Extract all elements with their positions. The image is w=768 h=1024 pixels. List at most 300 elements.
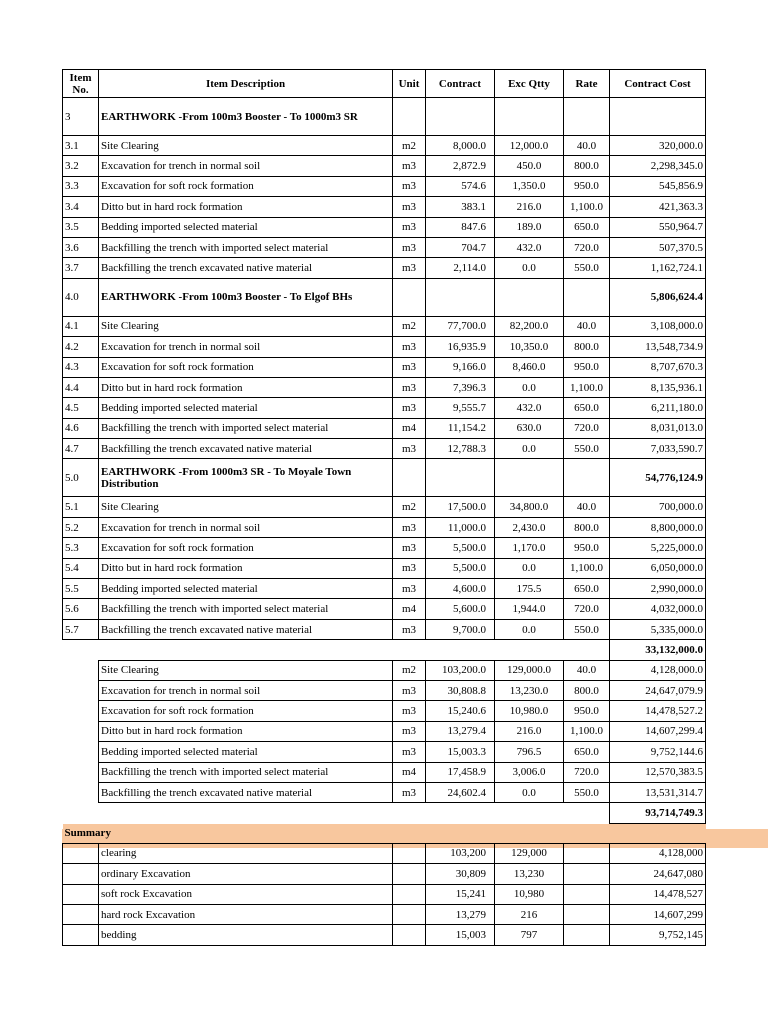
item-number: 5.1 [63,497,99,517]
item-description: Backfilling the trench excavated native material [99,782,393,802]
item-exc-qty: 189.0 [495,217,564,237]
item-row [63,398,706,418]
summary-contract-cost: 14,478,527 [610,884,706,904]
item-rate: 720.0 [564,418,610,438]
header-rate: Rate [564,70,610,98]
empty-cell [495,459,564,497]
item-contract-cost: 6,211,180.0 [610,398,706,418]
item-contract-cost: 8,135,936.1 [610,377,706,397]
section-header-row [63,278,706,316]
item-contract-qty: 5,500.0 [426,538,495,558]
item-description: Backfilling the trench with imported select material [99,762,393,782]
empty-cell [63,721,99,741]
item-rate: 720.0 [564,599,610,619]
empty-cell [564,843,610,863]
item-exc-qty: 34,800.0 [495,497,564,517]
item-unit: m3 [393,176,426,196]
item-number: 3.2 [63,156,99,176]
item-rate: 950.0 [564,538,610,558]
item-description: Site Clearing [99,497,393,517]
empty-cell [63,925,99,945]
empty-cell [63,680,99,700]
item-description: Backfilling the trench excavated native material [99,439,393,459]
item-number: 4.7 [63,439,99,459]
item-unit: m3 [393,337,426,357]
item-rate: 1,100.0 [564,721,610,741]
item-number: 3.6 [63,237,99,257]
item-description: Bedding imported selected material [99,742,393,762]
summary-exc-qty: 10,980 [495,884,564,904]
item-contract-qty: 9,700.0 [426,619,495,639]
item-rate: 720.0 [564,762,610,782]
section-running-total: 5,806,624.4 [610,278,706,316]
header-contract: Contract [426,70,495,98]
item-contract-cost: 8,707,670.3 [610,357,706,377]
item-contract-cost: 507,370.5 [610,237,706,257]
item-description: Bedding imported selected material [99,217,393,237]
item-contract-qty: 16,935.9 [426,337,495,357]
item-contract-cost: 320,000.0 [610,136,706,156]
item-row [63,660,706,680]
item-unit: m2 [393,136,426,156]
item-contract-qty: 9,166.0 [426,357,495,377]
item-unit: m3 [393,701,426,721]
item-exc-qty: 3,006.0 [495,762,564,782]
item-unit: m3 [393,156,426,176]
item-contract-qty: 17,500.0 [426,497,495,517]
item-row [63,237,706,257]
item-rate: 650.0 [564,398,610,418]
item-row [63,156,706,176]
item-contract-qty: 8,000.0 [426,136,495,156]
item-exc-qty: 630.0 [495,418,564,438]
item-description: Backfilling the trench excavated native material [99,619,393,639]
item-number: 4.3 [63,357,99,377]
item-rate: 950.0 [564,176,610,196]
item-contract-qty: 17,458.9 [426,762,495,782]
item-description: Excavation for trench in normal soil [99,337,393,357]
item-unit: m3 [393,377,426,397]
item-row [63,176,706,196]
item-unit: m2 [393,316,426,336]
summary-exc-qty: 216 [495,904,564,924]
item-rate: 550.0 [564,619,610,639]
item-unit: m3 [393,237,426,257]
item-number: 5.5 [63,579,99,599]
empty-cell [564,98,610,136]
item-contract-cost: 4,128,000.0 [610,660,706,680]
header-exc-qtty: Exc Qtty [495,70,564,98]
item-row [63,357,706,377]
item-unit: m3 [393,217,426,237]
item-description: Ditto but in hard rock formation [99,197,393,217]
item-contract-qty: 11,000.0 [426,517,495,537]
item-contract-qty: 4,600.0 [426,579,495,599]
item-number: 3.5 [63,217,99,237]
item-contract-cost: 7,033,590.7 [610,439,706,459]
summary-description: bedding [99,925,393,945]
empty-cell [564,459,610,497]
item-number: 4.6 [63,418,99,438]
item-rate: 1,100.0 [564,197,610,217]
empty-cell [426,278,495,316]
item-number: 3.3 [63,176,99,196]
item-contract-cost: 3,108,000.0 [610,316,706,336]
item-number: 4.2 [63,337,99,357]
item-rate: 720.0 [564,237,610,257]
item-exc-qty: 175.5 [495,579,564,599]
empty-cell [564,884,610,904]
item-description: Backfilling the trench excavated native material [99,258,393,278]
section-header-row [63,459,706,497]
item-row [63,497,706,517]
header-item-description: Item Description [99,70,393,98]
section-number: 3 [63,98,99,136]
item-rate: 1,100.0 [564,558,610,578]
section-running-total [610,98,706,136]
summary-contract-cost: 24,647,080 [610,864,706,884]
item-description: Excavation for soft rock formation [99,357,393,377]
item-row [63,762,706,782]
header-unit: Unit [393,70,426,98]
item-rate: 650.0 [564,742,610,762]
earthwork-table [62,69,706,946]
item-contract-qty: 15,240.6 [426,701,495,721]
item-number: 5.4 [63,558,99,578]
item-exc-qty: 432.0 [495,237,564,257]
empty-cell [63,864,99,884]
item-row [63,742,706,762]
item-description: Bedding imported selected material [99,398,393,418]
item-unit: m4 [393,762,426,782]
item-contract-cost: 700,000.0 [610,497,706,517]
empty-cell [63,742,99,762]
item-description: Backfilling the trench with imported select material [99,599,393,619]
item-rate: 40.0 [564,660,610,680]
section-number: 5.0 [63,459,99,497]
item-description: Ditto but in hard rock formation [99,721,393,741]
item-contract-qty: 77,700.0 [426,316,495,336]
item-contract-cost: 421,363.3 [610,197,706,217]
summary-contract-cost: 4,128,000 [610,843,706,863]
item-exc-qty: 13,230.0 [495,680,564,700]
item-contract-cost: 1,162,724.1 [610,258,706,278]
item-description: Site Clearing [99,660,393,680]
item-description: Backfilling the trench with imported select material [99,237,393,257]
item-contract-qty: 11,154.2 [426,418,495,438]
item-contract-qty: 2,114.0 [426,258,495,278]
item-unit: m4 [393,418,426,438]
item-contract-qty: 5,500.0 [426,558,495,578]
item-exc-qty: 0.0 [495,258,564,278]
item-unit: m3 [393,558,426,578]
item-exc-qty: 129,000.0 [495,660,564,680]
empty-cell [63,640,610,660]
item-unit: m3 [393,517,426,537]
item-exc-qty: 12,000.0 [495,136,564,156]
item-unit: m3 [393,398,426,418]
item-exc-qty: 1,350.0 [495,176,564,196]
item-exc-qty: 82,200.0 [495,316,564,336]
item-unit: m3 [393,538,426,558]
section-header-row [63,98,706,136]
item-contract-qty: 847.6 [426,217,495,237]
item-description: Excavation for soft rock formation [99,701,393,721]
item-description: Excavation for trench in normal soil [99,517,393,537]
empty-cell [63,904,99,924]
empty-cell [63,701,99,721]
item-contract-qty: 2,872.9 [426,156,495,176]
item-rate: 550.0 [564,258,610,278]
empty-cell [393,904,426,924]
item-contract-cost: 12,570,383.5 [610,762,706,782]
header-item-no: Item No. [63,70,99,98]
summary-exc-qty: 797 [495,925,564,945]
summary-row [63,843,706,863]
item-unit: m3 [393,197,426,217]
item-row [63,538,706,558]
item-number: 4.1 [63,316,99,336]
summary-exc-qty: 13,230 [495,864,564,884]
summary-exc-qty: 129,000 [495,843,564,863]
item-exc-qty: 1,170.0 [495,538,564,558]
empty-cell [564,278,610,316]
item-exc-qty: 216.0 [495,721,564,741]
item-number: 5.7 [63,619,99,639]
empty-cell [63,803,610,823]
item-description: Excavation for soft rock formation [99,538,393,558]
item-number: 3.7 [63,258,99,278]
item-description: Excavation for trench in normal soil [99,680,393,700]
item-unit: m3 [393,579,426,599]
empty-cell [564,904,610,924]
summary-contract-qty: 13,279 [426,904,495,924]
item-rate: 550.0 [564,439,610,459]
item-exc-qty: 10,980.0 [495,701,564,721]
empty-cell [393,843,426,863]
item-row [63,619,706,639]
summary-description: soft rock Excavation [99,884,393,904]
section-title: EARTHWORK -From 100m3 Booster - To 1000m3 SR [99,98,393,136]
section-title: EARTHWORK -From 1000m3 SR - To Moyale Town Distribution [99,459,393,497]
item-contract-qty: 5,600.0 [426,599,495,619]
summary-contract-qty: 15,241 [426,884,495,904]
item-number: 5.2 [63,517,99,537]
summary-description: clearing [99,843,393,863]
item-exc-qty: 0.0 [495,619,564,639]
item-unit: m4 [393,599,426,619]
empty-cell [393,864,426,884]
section-title: EARTHWORK -From 100m3 Booster - To Elgof BHs [99,278,393,316]
item-row [63,701,706,721]
empty-cell [495,98,564,136]
item-contract-qty: 7,396.3 [426,377,495,397]
item-row [63,517,706,537]
item-contract-cost: 24,647,079.9 [610,680,706,700]
item-number: 4.4 [63,377,99,397]
item-row [63,316,706,336]
header-row [63,70,706,98]
item-contract-cost: 4,032,000.0 [610,599,706,619]
item-row [63,258,706,278]
item-unit: m2 [393,660,426,680]
summary-label-row [63,823,706,843]
empty-cell [564,864,610,884]
empty-cell [393,278,426,316]
empty-cell [63,660,99,680]
summary-row [63,884,706,904]
item-contract-qty: 383.1 [426,197,495,217]
item-contract-cost: 6,050,000.0 [610,558,706,578]
empty-cell [426,459,495,497]
item-exc-qty: 0.0 [495,782,564,802]
item-exc-qty: 0.0 [495,558,564,578]
item-unit: m3 [393,782,426,802]
item-unit: m3 [393,721,426,741]
summary-contract-cost: 14,607,299 [610,904,706,924]
item-contract-qty: 12,788.3 [426,439,495,459]
summary-label: Summary [63,823,706,843]
item-rate: 40.0 [564,497,610,517]
item-rate: 800.0 [564,680,610,700]
item-rate: 40.0 [564,316,610,336]
empty-cell [564,925,610,945]
empty-cell [426,98,495,136]
item-contract-cost: 545,856.9 [610,176,706,196]
item-number: 3.4 [63,197,99,217]
section-running-total: 54,776,124.9 [610,459,706,497]
item-row [63,680,706,700]
item-contract-cost: 550,964.7 [610,217,706,237]
section-total: 33,132,000.0 [610,640,706,660]
item-contract-qty: 30,808.8 [426,680,495,700]
item-unit: m3 [393,439,426,459]
summary-description: ordinary Excavation [99,864,393,884]
item-contract-qty: 24,602.4 [426,782,495,802]
summary-description: hard rock Excavation [99,904,393,924]
section-number: 4.0 [63,278,99,316]
summary-row [63,925,706,945]
item-contract-qty: 103,200.0 [426,660,495,680]
empty-cell [63,762,99,782]
item-description: Ditto but in hard rock formation [99,377,393,397]
item-contract-cost: 14,478,527.2 [610,701,706,721]
item-row [63,136,706,156]
summary-row [63,904,706,924]
empty-cell [63,782,99,802]
empty-cell [393,925,426,945]
item-number: 5.3 [63,538,99,558]
item-contract-cost: 8,800,000.0 [610,517,706,537]
total-row [63,640,706,660]
item-unit: m3 [393,258,426,278]
item-exc-qty: 216.0 [495,197,564,217]
total-row [63,803,706,823]
item-description: Excavation for trench in normal soil [99,156,393,176]
item-exc-qty: 796.5 [495,742,564,762]
item-rate: 40.0 [564,136,610,156]
item-row [63,197,706,217]
header-contract-cost: Contract Cost [610,70,706,98]
summary-contract-cost: 9,752,145 [610,925,706,945]
item-rate: 650.0 [564,579,610,599]
item-rate: 800.0 [564,156,610,176]
item-row [63,558,706,578]
item-row [63,782,706,802]
item-description: Ditto but in hard rock formation [99,558,393,578]
item-unit: m3 [393,742,426,762]
section-total: 93,714,749.3 [610,803,706,823]
item-number: 3.1 [63,136,99,156]
item-exc-qty: 1,944.0 [495,599,564,619]
item-row [63,337,706,357]
empty-cell [393,884,426,904]
empty-cell [393,459,426,497]
item-rate: 800.0 [564,337,610,357]
item-description: Site Clearing [99,136,393,156]
summary-contract-qty: 30,809 [426,864,495,884]
item-unit: m3 [393,357,426,377]
item-rate: 650.0 [564,217,610,237]
summary-row [63,864,706,884]
item-contract-cost: 14,607,299.4 [610,721,706,741]
item-contract-qty: 9,555.7 [426,398,495,418]
item-contract-cost: 5,335,000.0 [610,619,706,639]
item-contract-cost: 13,531,314.7 [610,782,706,802]
item-rate: 950.0 [564,357,610,377]
item-rate: 800.0 [564,517,610,537]
item-description: Backfilling the trench with imported select material [99,418,393,438]
item-contract-cost: 8,031,013.0 [610,418,706,438]
item-exc-qty: 450.0 [495,156,564,176]
item-exc-qty: 8,460.0 [495,357,564,377]
item-row [63,579,706,599]
item-contract-cost: 13,548,734.9 [610,337,706,357]
item-unit: m2 [393,497,426,517]
empty-cell [63,843,99,863]
item-contract-cost: 2,298,345.0 [610,156,706,176]
item-number: 5.6 [63,599,99,619]
item-row [63,439,706,459]
item-exc-qty: 2,430.0 [495,517,564,537]
item-exc-qty: 10,350.0 [495,337,564,357]
item-exc-qty: 432.0 [495,398,564,418]
summary-contract-qty: 15,003 [426,925,495,945]
item-description: Excavation for soft rock formation [99,176,393,196]
item-exc-qty: 0.0 [495,439,564,459]
item-row [63,217,706,237]
item-contract-qty: 13,279.4 [426,721,495,741]
item-exc-qty: 0.0 [495,377,564,397]
item-number: 4.5 [63,398,99,418]
empty-cell [393,98,426,136]
item-rate: 1,100.0 [564,377,610,397]
item-contract-cost: 2,990,000.0 [610,579,706,599]
empty-cell [63,884,99,904]
summary-contract-qty: 103,200 [426,843,495,863]
item-description: Bedding imported selected material [99,579,393,599]
item-contract-qty: 574.6 [426,176,495,196]
item-row [63,721,706,741]
empty-cell [495,278,564,316]
item-contract-qty: 704.7 [426,237,495,257]
item-unit: m3 [393,680,426,700]
item-row [63,377,706,397]
item-description: Site Clearing [99,316,393,336]
item-contract-qty: 15,003.3 [426,742,495,762]
item-contract-cost: 9,752,144.6 [610,742,706,762]
item-contract-cost: 5,225,000.0 [610,538,706,558]
